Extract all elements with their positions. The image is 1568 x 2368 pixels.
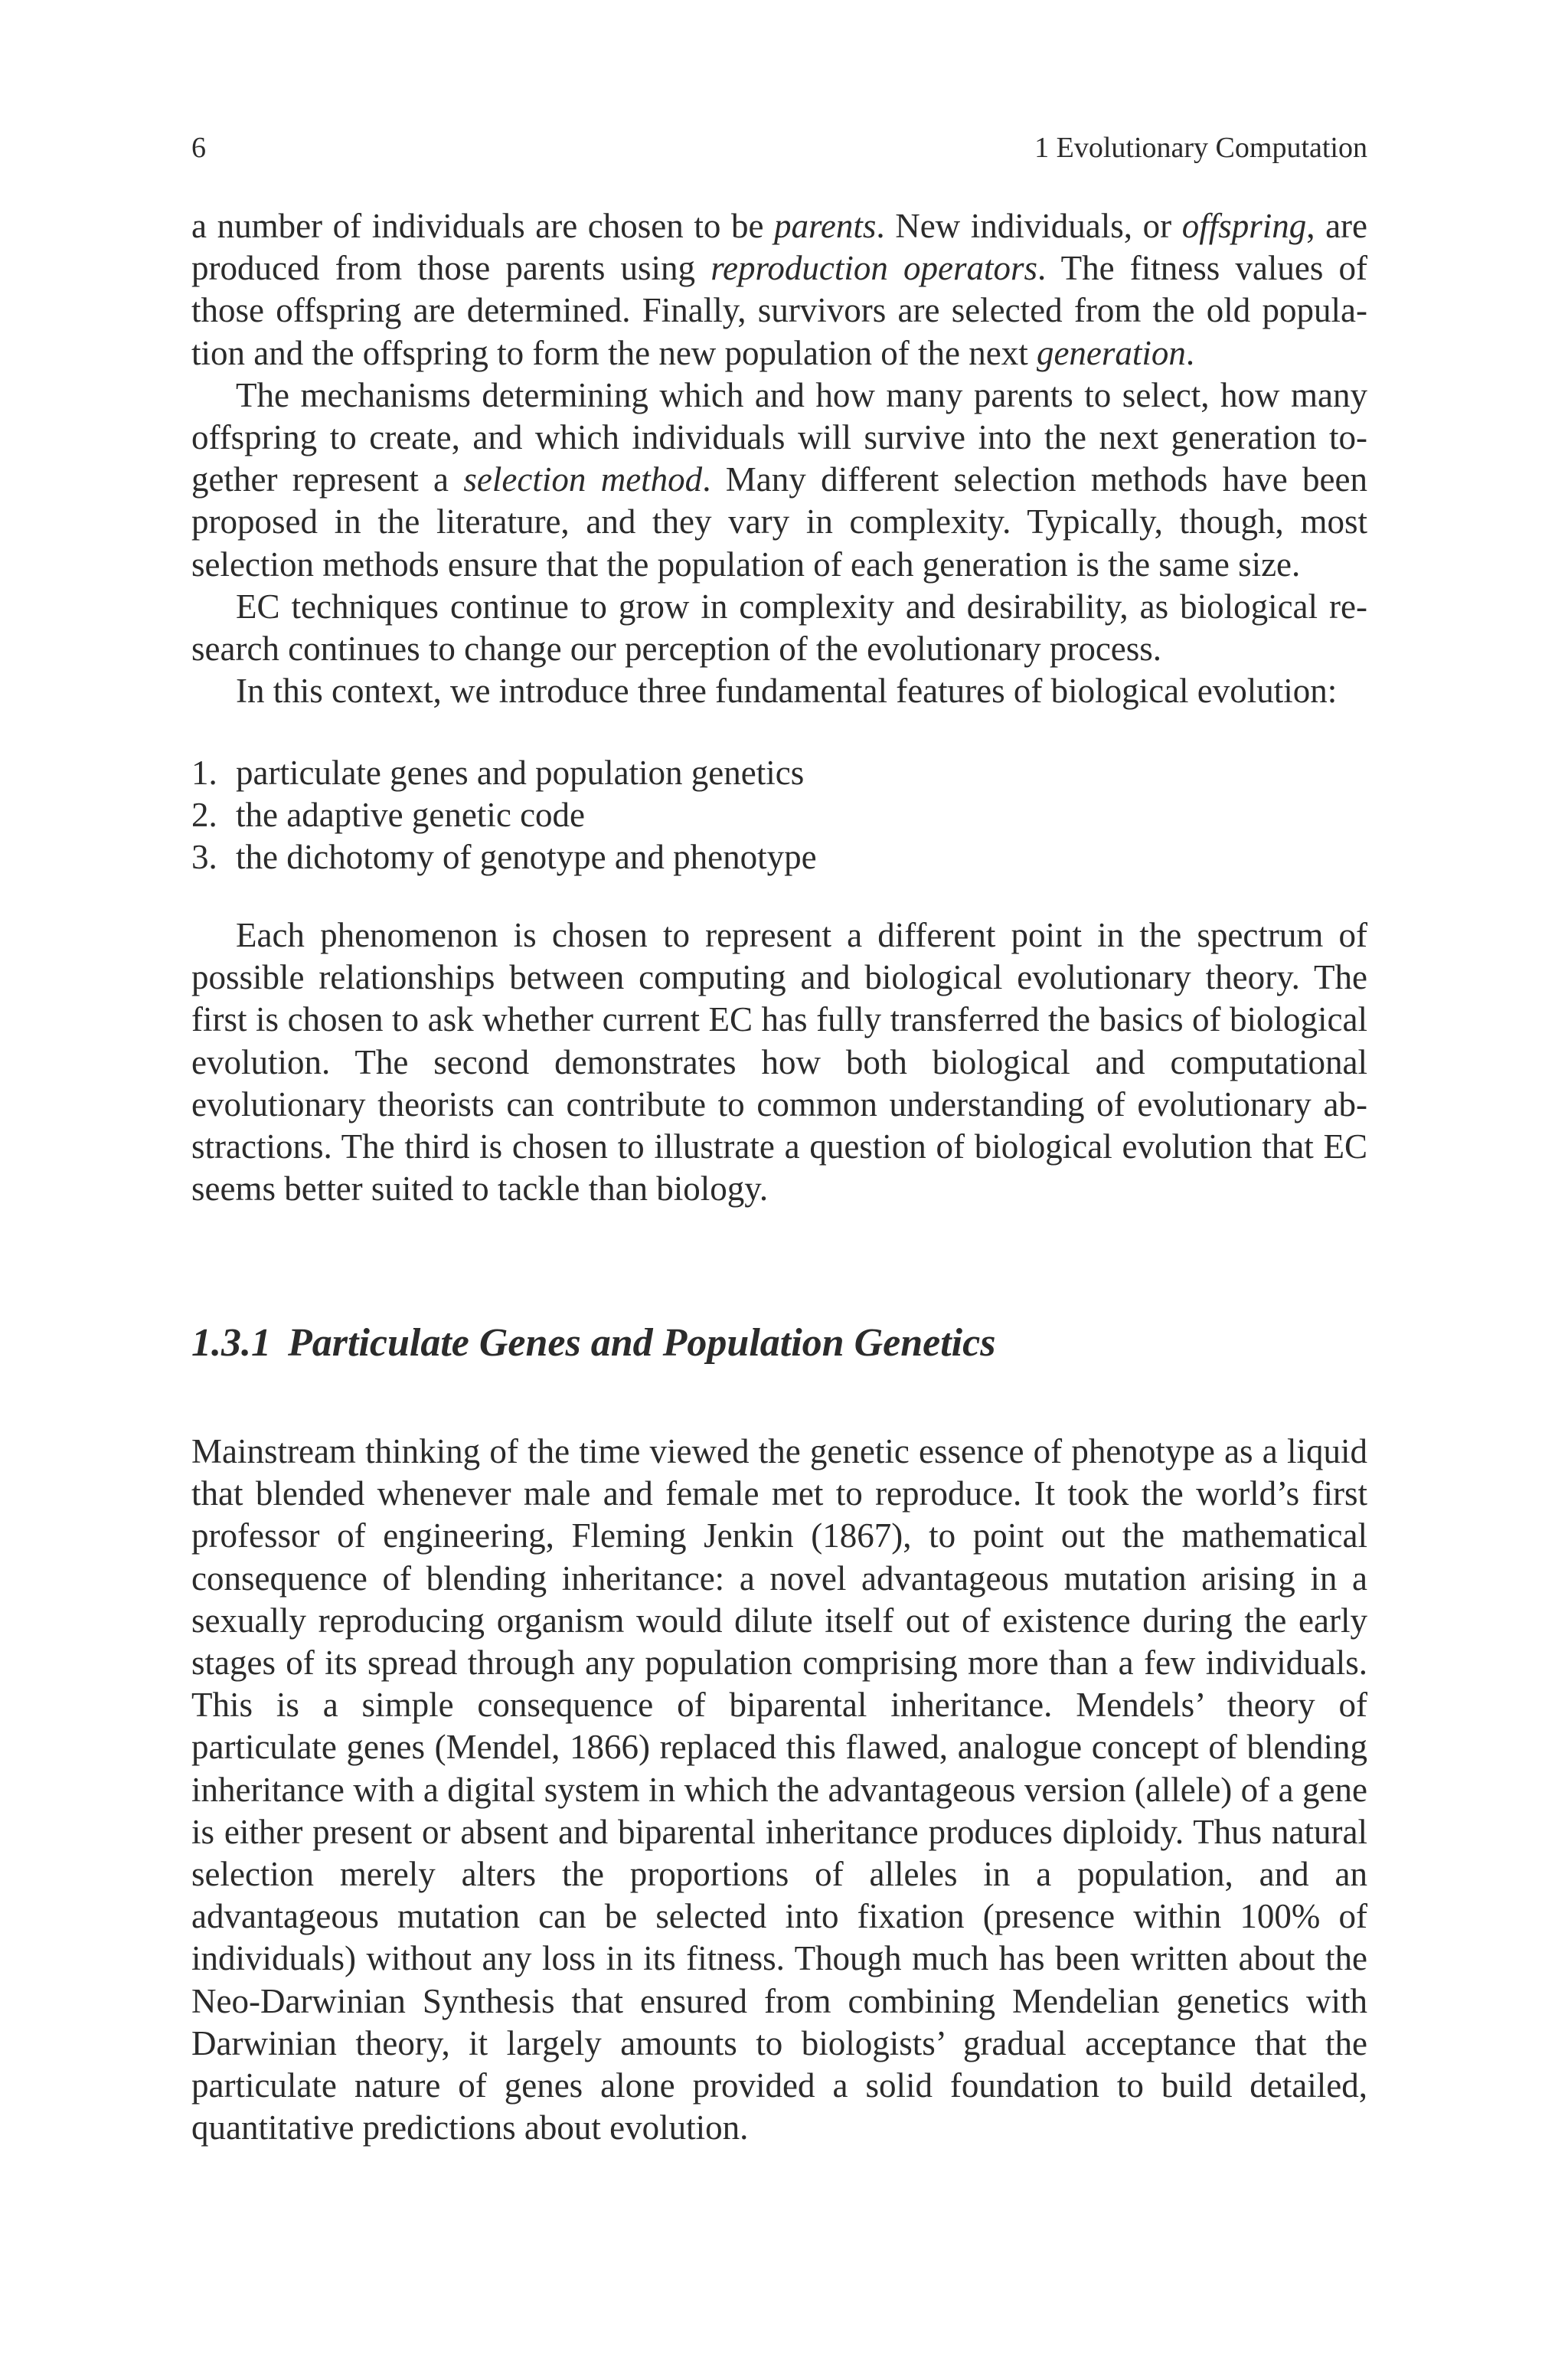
list-item [191,752,1367,794]
term-generation: generation [1036,333,1186,372]
list-item [191,836,1367,878]
list-text: particulate genes and population genetics [236,754,805,792]
paragraph-selection-cycle: a number of individuals are chosen to be parents. New individuals, or offspring, are produced from those parents using reproduction operators. The fitness values of those offspring are determined. Finally, survivors are selected from the old population and the offspring to form the new population of the next generation. [191,207,1368,372]
chapter-title: 1 Evolutionary Computation [1034,132,1367,164]
paragraph-ec-techniques: EC techniques continue to grow in complexity and desirability, as biological research continues to change our perception of the evolutionary process. [191,587,1367,669]
section-title: Particulate Genes and Population Genetics [288,1321,996,1365]
section-heading [191,1319,1367,1368]
list-number: 3. [191,838,217,877]
list-text: the adaptive genetic code [236,796,586,835]
section-text-block [191,1431,1367,2149]
term-selection-method: selection method [463,460,703,499]
page-number: 6 [191,132,206,164]
term-reproduction-operators: reproduction operators [710,249,1037,288]
section-number: 1.3.1 [191,1321,271,1365]
intro-text-block [191,205,1367,712]
paragraph-introduction: In this context, we introduce three fundamental features of biological evolution: [236,672,1338,711]
paragraph-particulate-genes: Mainstream thinking of the time viewed the genetic essence of phenotype as a liquid that blended whenever male and female met to reproduce. It took the world’s first professor of engineering, Fleming Jenkin (1867), to point out the mathematical consequence of blending inheritance: a novel advantageous mutation arising in a sexually reproducing organism would dilute itself out of existence during the early stages of its spread through any population comprising more than a few individuals. This is a simple consequence of biparental inheritance. Mendels’ theory of particulate genes (Mendel, 1866) replaced this flawed, analogue concept of blending inheritance with a digital system in which the advantageous version (allele) of a gene is either present or absent and biparental inheritance produces diploidy. Thus natural selection merely alters the proportions of alleles in a population, and an advantageous mutation can be selected into fixation (presence within 100% of individuals) without any loss in its fitness. Though much has been written about the Neo-Darwinian Synthesis that ensured from combining Mendelian genetics with Darwinian theory, it largely amounts to biologists’ gradual acceptance that the particulate nature of genes alone provided a solid foundation to build detailed, quantitative predictions about evolution. [191,1432,1367,2147]
term-offspring: offspring [1181,207,1307,245]
term-parents: parents [774,207,877,245]
phenomena-text-block [191,914,1367,1210]
list-number: 1. [191,754,217,792]
paragraph-selection-method: The mechanisms determining which and how many parents to select, how many offspring to create, and which individuals will survive into the next generation together represent a selection method. Many different selection methods have been proposed in the literature, and they vary in complexity. Typically, though, most selection methods ensure that the population of each generation is the same size. [191,375,1368,584]
list-number: 2. [191,796,217,835]
list-text: the dichotomy of genotype and phenotype [236,838,817,877]
list-item [191,794,1367,836]
running-head [191,130,1367,165]
features-list [191,752,1367,879]
paragraph-phenomena: Each phenomenon is chosen to represent a different point in the spectrum of possible relationships between computing and biological evolutionary theory. The first is chosen to ask whether current EC has fully transferred the basics of biological evolution. The second demonstrates how both biological and computational evolutionary theorists can contribute to common understanding of evolutionary abstractions. The third is chosen to illustrate a question of biological evolution that EC seems better suited to tackle than biology. [191,916,1367,1209]
